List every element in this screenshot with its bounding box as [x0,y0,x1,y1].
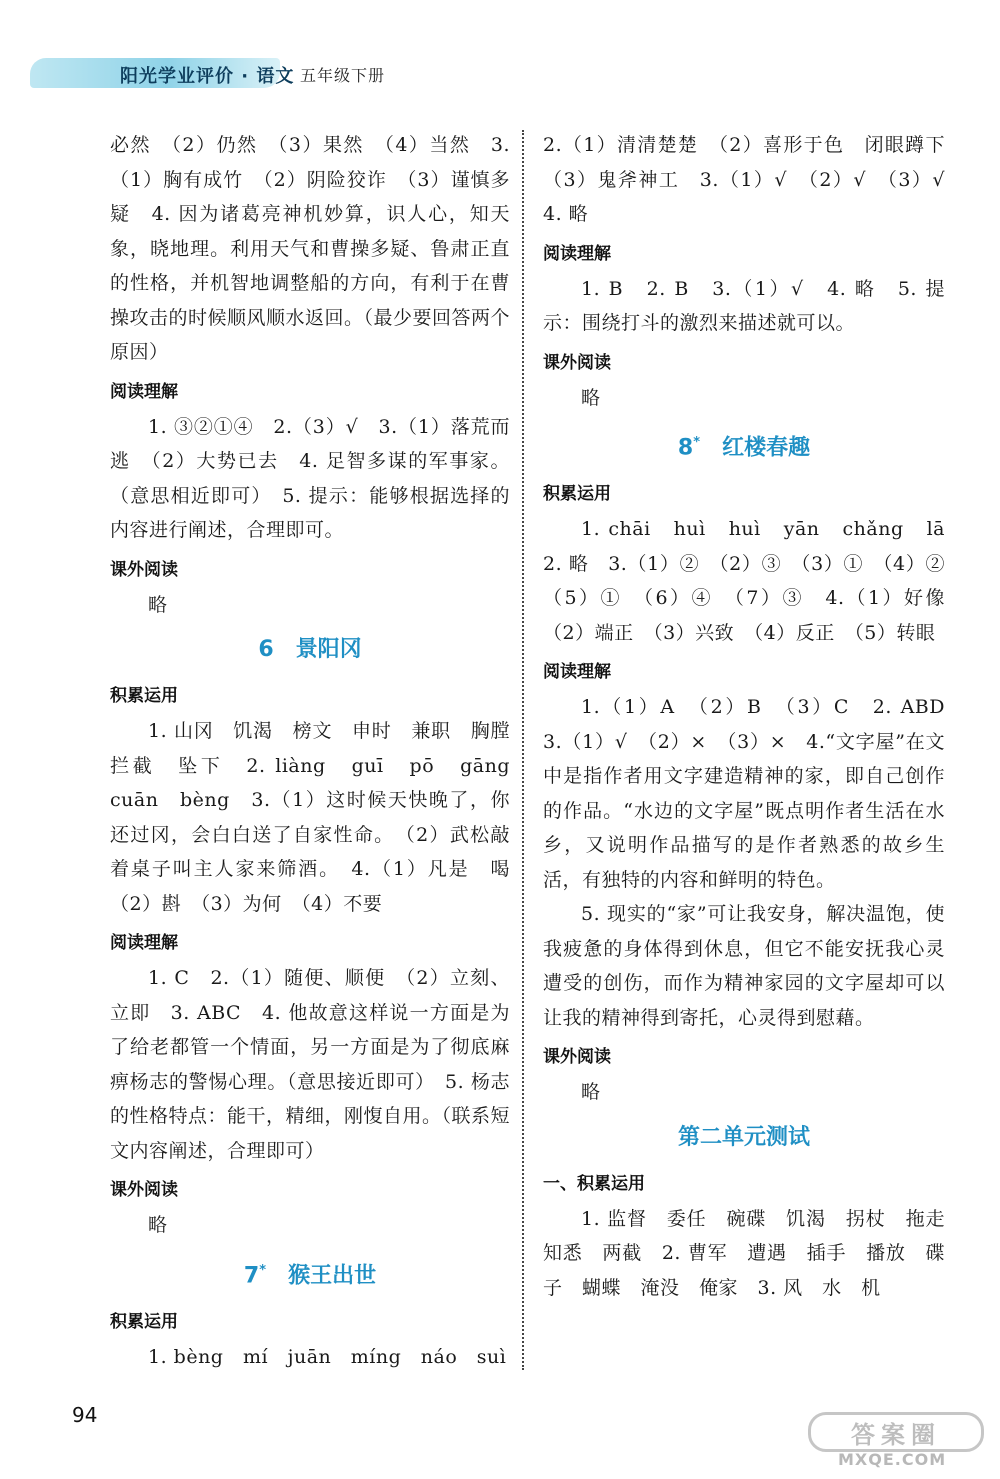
section-heading-accumulation: 积累运用 [110,686,178,706]
book-title: 阳光学业评价 · 语文 [120,66,295,87]
omitted-answer: 略 [148,593,168,616]
site-watermark [808,1410,988,1468]
answer-paragraph: 1. B 2. B 3.（1）√ 4. 略 5. 提示：围绕打斗的激烈来描述就可以。 [543,277,945,334]
unit-test-title: 第二单元测试 [677,1124,810,1150]
watermark-logo: 答案圈 [808,1412,984,1452]
lesson-name: 猴王出世 [288,1262,377,1288]
omitted-answer: 略 [581,386,601,409]
test-part-heading: 一、积累运用 [543,1173,645,1194]
book-grade: 五年级下册 [300,66,386,85]
section-heading-accumulation: 积累运用 [543,484,611,505]
lesson-title: 6 景阳冈 [258,637,362,662]
answer-paragraph: 1.（1）A （2）B （3）C 2. ABD 3.（1）√ （2）× （3）× 4.“文字屋”在文中是指作者用文字建造精神的家，即自己创作的作品。“水边的文字屋”既点明作者生活在水乡，又说明作品描写的是作者熟悉的故乡生活，有独特的内容和鲜明的特色。 [543,696,965,891]
right-column [543,128,965,1305]
section-heading-extra-reading: 课外阅读 [110,1180,178,1200]
section-heading-extra-reading: 课外阅读 [543,352,611,373]
page-header [30,52,500,96]
optional-lesson-mark: * [693,435,701,450]
column-divider [522,130,524,1370]
lesson-title [110,1253,510,1294]
answer-paragraph: 1. 监督 委任 碗碟 饥渴 拐杖 拖走 知悉 两截 2. 曹军 遭遇 插手 播放 碟子 蝴蝶 淹没 俺家 3. 风 水 机 [543,1207,965,1299]
answer-paragraph: 1. bèng mí juān míng náo suì [148,1345,507,1368]
section-heading-reading: 阅读理解 [110,381,178,402]
page-number: 94 [72,1403,98,1427]
left-column [110,128,530,1374]
answer-paragraph: 1. ③②①④ 2.（3）√ 3.（1）落荒而逃 （2）大势已去 4. 足智多谋的军事家。（意思相近即可） 5. 提示：能够根据选择的内容进行阐述，合理即可。 [110,415,510,541]
section-heading-extra-reading: 课外阅读 [110,559,178,580]
answer-paragraph: 2.（1）清清楚楚 （2）喜形于色 闭眼蹲下 （3）鬼斧神工 3.（1）√ （2）√ （3）√ 4. 略 [543,134,965,225]
answer-paragraph: 5. 现实的“家”可让我安身，解决温饱，使我疲惫的身体得到休息，但它不能安抚我心灵遭受的创伤，而作为精神家园的文字屋却可以让我的精神得到寄托，心灵得到慰藉。 [543,903,945,1029]
answer-paragraph: 1. chāi huì huì yān chǎng lā 2. 略 3.（1）② （2）③ （3）① （4）② （5）① （6）④ （7）③ 4.（1）好像 （2）端正 （3）兴致 （4）反正 （5）转眼 [543,518,965,644]
lesson-name: 红楼春趣 [722,435,811,461]
section-heading-reading: 阅读理解 [110,933,178,953]
lesson-title [543,425,945,466]
section-heading-accumulation: 积累运用 [110,1311,178,1332]
section-heading-reading: 阅读理解 [543,662,611,683]
answer-paragraph: 必然 （2）仍然 （3）果然 （4）当然 3.（1）胸有成竹 （2）阴险狡诈 （3）谨慎多疑 4. 因为诸葛亮神机妙算，识人心，知天象，晓地理。利用天气和曹操多疑、鲁肃正直的性格，并机智地调整船的方向，有利于在曹操攻击的时候顺风顺水返回。（最少要回答两个原因） [110,134,511,363]
lesson-number: 8 [677,435,694,461]
omitted-answer: 略 [581,1081,601,1104]
lesson-number: 7 [243,1262,260,1288]
watermark-url: MXQE.COM [838,1450,947,1469]
section-heading-reading: 阅读理解 [543,243,611,264]
section-heading-extra-reading: 课外阅读 [543,1047,611,1068]
optional-lesson-mark: * [259,1262,267,1278]
answer-paragraph: 1. C 2.（1）随便、顺便 （2）立刻、立即 3. ABC 4. 他故意这样说一方面是为了给老都管一个情面，另一方面是为了彻底麻痹杨志的警惕心理。（意思接近即可） 5. 杨志的性格特点：能干，精细，刚愎自用。（联系短文内容阐述，合理即可） [110,967,511,1162]
omitted-answer: 略 [148,1214,168,1236]
answer-paragraph: 1. 山冈 饥渴 榜文 申时 兼职 胸膛 拦截 坠下 2. liàng guī pō gāng cuān bèng 3.（1）这时候天快晚了，你还过冈，会白白送了自家性命。 （2）武松敲着桌子叫主人家来筛酒。 4.（1）凡是 喝 （2）斟 （3）为何 （4）不要 [110,720,530,915]
